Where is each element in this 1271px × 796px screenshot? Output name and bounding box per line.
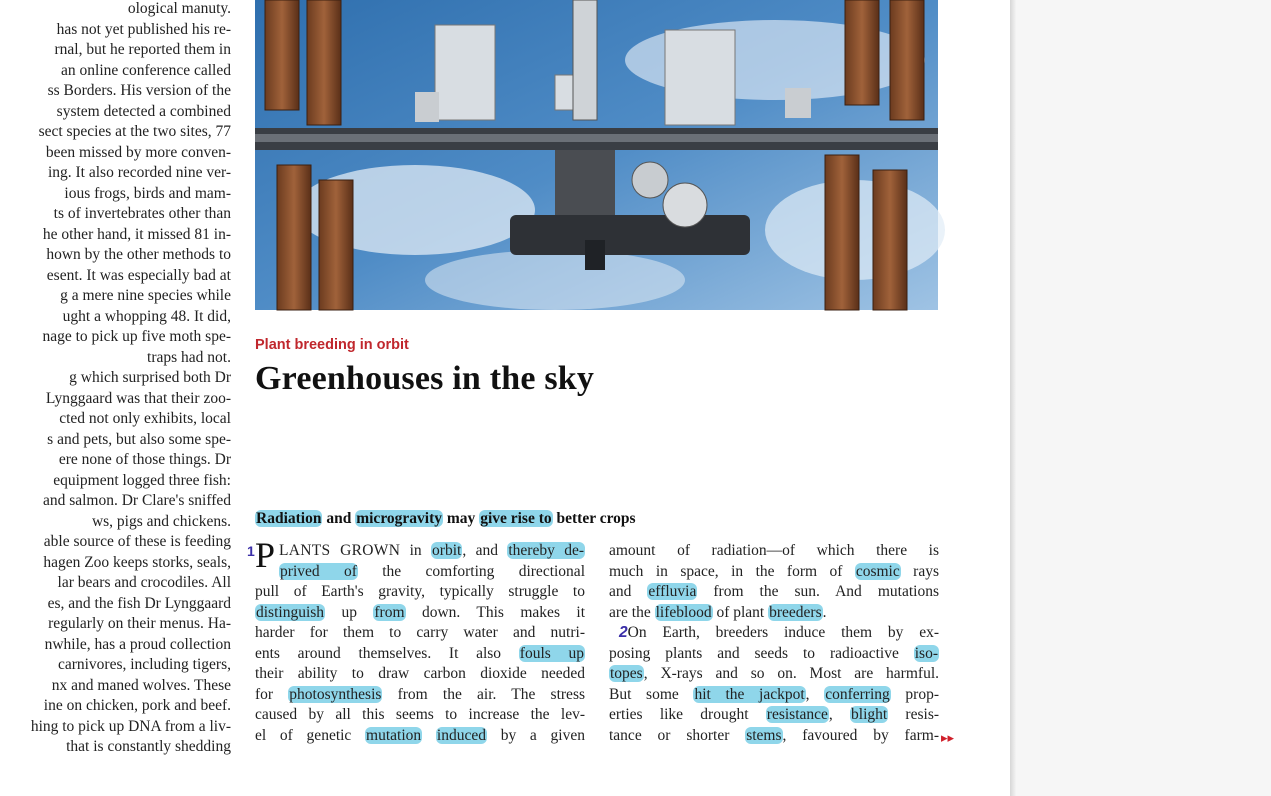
text-line: ws, pigs and chickens.: [91, 512, 231, 530]
text-line: [255, 562, 585, 583]
text-line: able source of these is feeding: [43, 533, 231, 550]
text: .: [822, 603, 827, 621]
text: up: [325, 603, 374, 621]
text-line: ological manuty.: [127, 0, 231, 17]
text-line: [255, 726, 585, 747]
text-line: their ability to draw carbon dioxide needed: [255, 665, 585, 682]
highlight-mutation: mutation: [366, 726, 422, 744]
text-line: nwhile, has a proud collection: [44, 635, 231, 653]
text-line: [609, 726, 939, 747]
text: , favoured by farm-: [782, 726, 939, 744]
drop-cap: [247, 535, 276, 575]
continue-arrow-icon: ▸▸: [941, 731, 955, 746]
text: On Earth, breeders induce them by ex-: [627, 624, 939, 641]
text-line: ere none of those things. Dr: [58, 451, 231, 468]
text-line: ine on chicken, pork and beef.: [43, 697, 231, 714]
article-column-1: [247, 535, 586, 746]
article-column-2: [609, 541, 939, 746]
text: tance or shorter: [609, 726, 746, 744]
highlight-conferring: conferring: [825, 685, 890, 703]
highlight-thereby: thereby de-: [508, 542, 584, 559]
highlight-resistance: resistance: [766, 706, 828, 723]
text-line: es, and the fish Dr Lynggaard: [47, 594, 231, 612]
highlight-induced: induced: [436, 726, 486, 744]
text: prop-: [890, 685, 939, 703]
text: erties like drought: [609, 706, 766, 723]
text: rays: [900, 562, 940, 580]
highlight-stems: stems: [746, 726, 782, 744]
text-line: [255, 644, 585, 665]
text: ,: [828, 706, 851, 723]
article-rubric: Plant breeding in orbit: [255, 337, 409, 353]
text-line: [609, 582, 939, 603]
text-line: an online conference called: [61, 61, 231, 79]
text-line: hagen Zoo keeps storks, seals,: [43, 553, 231, 571]
text: in: [400, 542, 432, 559]
viewer-background: [1016, 0, 1271, 796]
text-line: [255, 603, 585, 624]
text-line: hing to pick up DNA from a liv-: [30, 717, 231, 735]
highlight-from: from: [374, 603, 405, 621]
text-line: pull of Earth's gravity, typically struggle to: [255, 583, 585, 600]
text: ,: [805, 685, 825, 703]
highlight-hit-the-jackpot: hit the jackpot: [694, 685, 805, 703]
text-line: g which surprised both Dr: [69, 369, 231, 386]
text-line: rnal, but he reported them in: [54, 41, 231, 58]
text-line: g a mere nine species while: [60, 287, 231, 304]
text: , and: [462, 542, 508, 559]
previous-article-column: [0, 0, 231, 758]
text-line: ious frogs, birds and mam-: [64, 184, 231, 202]
highlight-isotopes-cont: topes: [610, 665, 643, 682]
highlight-effluvia: effluvia: [648, 583, 697, 600]
text-line: caused by all this seems to increase the lev-: [255, 706, 585, 723]
text: by a given: [486, 726, 585, 744]
standfirst-text: and: [322, 510, 356, 527]
text-line: [609, 644, 939, 665]
text-line: that is constantly shedding: [66, 738, 231, 755]
text: much in space, in the form of: [609, 562, 855, 580]
text-line: ss Borders. His version of the: [47, 82, 231, 99]
text-line: [609, 562, 939, 583]
text: ents around themselves. It also: [255, 644, 519, 662]
text: down. This makes it: [405, 603, 586, 621]
text-line: been missed by more conven-: [45, 143, 231, 161]
text: of plant: [712, 603, 769, 621]
text-line: has not yet published his re-: [56, 20, 231, 38]
text-line: carnivores, including tigers,: [57, 656, 231, 673]
annotation-mark: 2: [619, 624, 628, 641]
text-line: ts of invertebrates other than: [53, 205, 231, 222]
text-line: [609, 664, 939, 685]
highlight-lifeblood: lifeblood: [655, 603, 712, 621]
small-caps-lead: LANTS GROWN: [279, 542, 401, 559]
text: But some: [609, 685, 694, 703]
text-line: [609, 623, 939, 644]
text: el of genetic: [255, 726, 366, 744]
text: for: [255, 685, 289, 703]
standfirst-text: may: [443, 510, 480, 527]
article-headline: Greenhouses in the sky: [255, 360, 595, 397]
highlight-deprived-of: prived of: [280, 562, 357, 580]
text-line: nx and maned wolves. These: [51, 676, 231, 694]
text-line: ing. It also recorded nine ver-: [47, 164, 231, 181]
highlight-breeders: breeders: [769, 603, 822, 621]
highlight-photosynthesis: photosynthesis: [289, 685, 382, 703]
text-line: regularly on their menus. Ha-: [48, 615, 231, 632]
standfirst-text: better crops: [552, 510, 636, 527]
text-line: [255, 685, 585, 706]
text-line: traps had not.: [147, 348, 231, 366]
text-line: nage to pick up five moth spe-: [42, 328, 231, 345]
article-standfirst: [255, 510, 636, 528]
text-line: cted not only exhibits, local: [59, 410, 231, 427]
text: from the air. The stress: [382, 685, 586, 703]
highlight-give-rise-to: give rise to: [480, 510, 552, 527]
highlight-fouls-up: fouls up: [519, 644, 584, 662]
highlight-microgravity: microgravity: [356, 510, 443, 527]
text-line: and salmon. Dr Clare's sniffed: [42, 492, 231, 509]
text: the comforting directional: [357, 562, 585, 580]
highlight-distinguish: distinguish: [256, 603, 325, 621]
text: are the: [609, 603, 655, 621]
highlight-radiation: Radiation: [256, 510, 322, 527]
text-line: harder for them to carry water and nutri-: [255, 624, 585, 641]
text: posing plants and seeds to radioactive: [609, 644, 914, 662]
text-line: [609, 705, 939, 726]
text-line: equipment logged three fish:: [53, 471, 231, 489]
text-line: he other hand, it missed 81 in-: [42, 225, 231, 243]
text-line: amount of radiation—of which there is: [609, 542, 939, 559]
text-line: [609, 603, 939, 624]
highlight-isotopes: iso-: [914, 644, 938, 662]
text-line: ught a whopping 48. It did,: [62, 307, 231, 325]
highlight-orbit: orbit: [432, 542, 462, 559]
drop-cap-letter: P: [255, 535, 276, 575]
text-line: Lynggaard was that their zoo-: [45, 389, 231, 407]
text-line: sect species at the two sites, 77: [38, 123, 231, 140]
text: resis-: [888, 706, 940, 723]
text-line: lar bears and crocodiles. All: [57, 574, 231, 591]
space-station-photo: [255, 0, 938, 310]
text: , X-rays and so on. Most are harmful.: [643, 665, 939, 682]
text-line: s and pets, but also some spe-: [47, 430, 231, 448]
text-line: system detected a combined: [56, 102, 231, 120]
highlight-cosmic: cosmic: [855, 562, 900, 580]
highlight-blight: blight: [851, 706, 888, 723]
text-line: esent. It was especially bad at: [46, 266, 231, 284]
text: and: [609, 583, 648, 600]
annotation-mark: 1: [247, 543, 255, 559]
text-line: [609, 685, 939, 706]
text-line: hown by the other methods to: [46, 246, 231, 263]
text: from the sun. And mutations: [697, 583, 939, 600]
